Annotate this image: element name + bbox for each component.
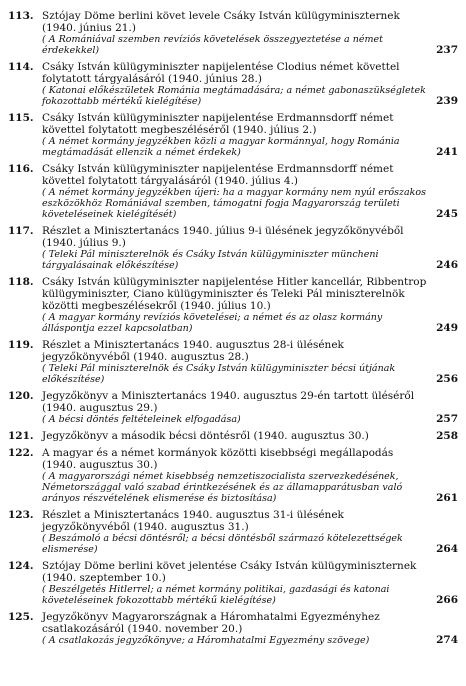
entry-body: [42, 509, 430, 555]
entry-body: [42, 611, 430, 646]
table-of-contents: [8, 10, 458, 651]
toc-entry: [8, 276, 458, 334]
entry-title: Csáky István külügyminiszter napijelentése Clodius német követtel folytatott tárgyalásáról (1940. június 28.): [42, 61, 400, 85]
entry-title: Sztójay Döme berlini követ levele Csáky István külügyminiszternek (1940. június 21.): [42, 10, 400, 34]
entry-title: Jegyzőkönyv Magyarországnak a Háromhatalmi Egyezményhez csatlakozásáról (1940. november 20.): [42, 611, 380, 635]
entry-title: Részlet a Minisztertanács 1940. augusztus 31-i ülésének jegyzőkönyvéből (1940. augusztus 31.): [42, 509, 344, 533]
entry-number: 116.: [8, 163, 34, 175]
entry-description: ( Teleki Pál miniszterelnök és Csáky István külügyminiszter bécsi útjának előkészítése): [42, 363, 396, 385]
entry-number: 124.: [8, 560, 34, 572]
entry-title: Jegyzőkönyv a Minisztertanács 1940. augusztus 29-én tartott üléséről (1940. augusztus 29.): [42, 390, 415, 414]
entry-description: ( A magyarországi német kisebbség nemzetiszocialista szervezkedésének, Németországgal való szabad érintkezésének és az államapparátusban való arányos részvételének elismerése és biztosítása): [42, 471, 403, 504]
entry-body: [42, 10, 430, 56]
entry-title: Részlet a Minisztertanács 1940. augusztus 28-i ülésének jegyzőkönyvéből (1940. augusztus 28.): [42, 339, 344, 363]
entry-body: [42, 560, 430, 606]
entry-description: ( Beszámoló a bécsi döntésről; a bécsi döntésből származó kötelezettségek elismerése): [42, 533, 403, 555]
toc-entry: [8, 61, 458, 107]
entry-page: 264: [436, 543, 458, 555]
entry-page: 266: [436, 594, 458, 606]
entry-description: ( Teleki Pál miniszterelnök és Csáky István külügyminiszter müncheni tárgyalásainak előkészítése): [42, 249, 379, 271]
entry-title: Csáky István külügyminiszter napijelentése Erdmannsdorff német követtel folytatott tárgyalásáról (1940. július 4.): [42, 163, 394, 187]
toc-entry: [8, 509, 458, 555]
entry-body: [42, 390, 430, 425]
entry-number: 117.: [8, 225, 34, 237]
entry-description: ( A csatlakozás jegyzőkönyve; a Háromhatalmi Egyezmény szövege): [42, 635, 370, 646]
entry-description: ( A német kormány jegyzékben közli a magyar kormánnyal, hogy Románia megtámadását ellenzik a német érdekek): [42, 136, 400, 158]
entry-number: 118.: [8, 276, 34, 288]
entry-number: 121.: [8, 430, 34, 442]
entry-description: ( Katonai előkészületek Románia megtámadására; a német gabonaszükségletek fokozottabb mértékű kielégítése): [42, 85, 426, 107]
entry-description: ( A magyar kormány revíziós követelései; a német és az olasz kormány álláspontja ezzel kapcsolatban): [42, 312, 383, 334]
entry-body: [42, 276, 430, 334]
entry-body: [42, 61, 430, 107]
toc-entry: [8, 225, 458, 271]
toc-entry: [8, 10, 458, 56]
toc-entry: [8, 390, 458, 425]
entry-page: 257: [436, 413, 458, 425]
toc-entry: [8, 163, 458, 220]
entry-page: 246: [436, 259, 458, 271]
entry-body: [42, 339, 430, 385]
toc-entry: [8, 611, 458, 646]
entry-number: 113.: [8, 10, 34, 22]
entry-number: 114.: [8, 61, 34, 73]
entry-description: ( A bécsi döntés feltételeinek elfogadása): [42, 414, 241, 425]
entry-number: 119.: [8, 339, 34, 351]
entry-page: 249: [436, 322, 458, 334]
entry-page: 237: [436, 44, 458, 56]
entry-page: 261: [436, 492, 458, 504]
entry-number: 125.: [8, 611, 34, 623]
toc-entry: [8, 339, 458, 385]
entry-body: [42, 112, 430, 158]
entry-body: [42, 430, 430, 442]
entry-description: ( A Romániával szemben revíziós követelések összegyeztetése a német érdekekkel): [42, 34, 383, 56]
entry-page: 256: [436, 373, 458, 385]
toc-entry: [8, 430, 458, 442]
toc-entry: [8, 112, 458, 158]
entry-page: 274: [436, 634, 458, 646]
entry-description: ( Beszélgetés Hitlerrel; a német kormány politikai, gazdasági és katonai követeléseinek fokozottabb mértékű kielégítése): [42, 584, 390, 606]
entry-number: 115.: [8, 112, 34, 124]
entry-title: Csáky István külügyminiszter napijelentése Hitler kancellár, Ribbentrop külügyminiszter, Ciano külügyminiszter és Teleki Pál miniszterelnök közötti megbeszélésekről (1940. július 10.): [42, 276, 427, 312]
entry-title: Sztójay Döme berlini követ jelentése Csáky István külügyminiszternek (1940. szeptember 10.): [42, 560, 417, 584]
entry-number: 122.: [8, 447, 34, 459]
toc-entry: [8, 447, 458, 504]
toc-entry: [8, 560, 458, 606]
entry-page: 245: [436, 208, 458, 220]
entry-page: 241: [436, 146, 458, 158]
entry-number: 123.: [8, 509, 34, 521]
entry-page: 258: [436, 430, 458, 442]
entry-title: Csáky István külügyminiszter napijelentése Erdmannsdorff német követtel folytatott megbeszéléséről (1940. július 2.): [42, 112, 394, 136]
entry-description: ( A német kormány jegyzékben újeri: ha a magyar kormány nem nyúl erőszakos eszközökhöz Romániával szemben, támogatni fogja Magyarország területi követeléseinek kielégítését): [42, 187, 426, 220]
entry-body: [42, 447, 430, 504]
entry-body: [42, 225, 430, 271]
entry-title: Részlet a Minisztertanács 1940. július 9-i ülésének jegyzőkönyvéből (1940. július 9.): [42, 225, 404, 249]
entry-body: [42, 163, 430, 220]
entry-number: 120.: [8, 390, 34, 402]
entry-title: A magyar és a német kormányok közötti kisebbségi megállapodás (1940. augusztus 30.): [42, 447, 394, 471]
entry-page: 239: [436, 95, 458, 107]
entry-title: Jegyzőkönyv a második bécsi döntésről (1940. augusztus 30.): [42, 430, 369, 442]
